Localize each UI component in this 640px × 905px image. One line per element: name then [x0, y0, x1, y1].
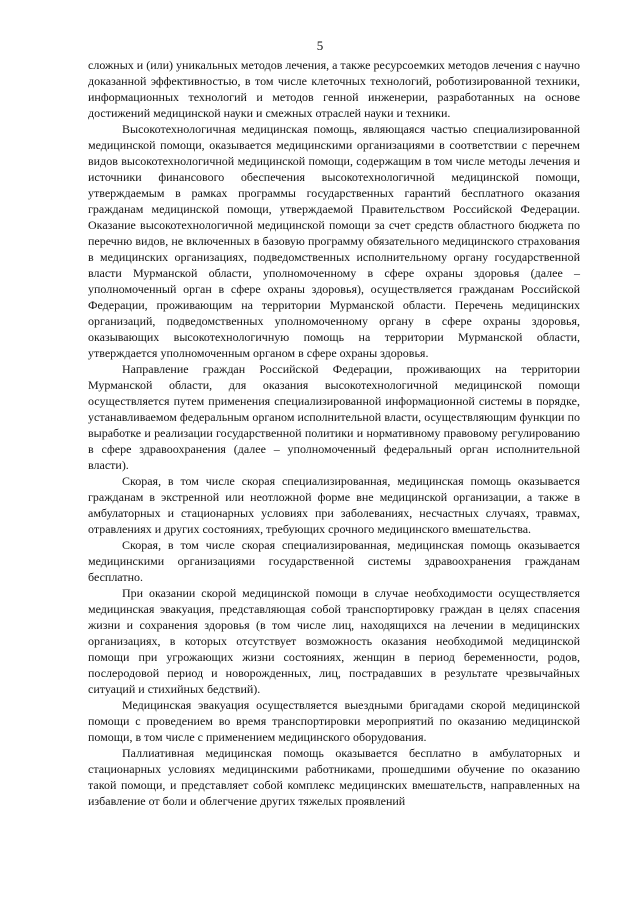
page-number: 5: [316, 38, 324, 53]
paragraph-continuation: сложных и (или) уникальных методов лечения, а также ресурсоемких методов лечения с научно доказанной эффективностью, в том числе клеточных технологий, роботизированной техники, информационных технологий и методов генной инженерии, разработанных на основе достижений медицинской науки и смежных отраслей науки и техники.: [88, 58, 580, 120]
paragraph-emergency-care: Скорая, в том числе скорая специализированная, медицинская помощь оказывается гражданам в экстренной или неотложной форме вне медицинской организации, а также в амбулаторных и стационарных условиях при заболеваниях, несчастных случаях, травмах, отравлениях и других состояниях, требующих срочного медицинского вмешательства.: [88, 474, 580, 536]
paragraph-high-tech-care: Высокотехнологичная медицинская помощь, являющаяся частью специализированной медицинской помощи, оказывается медицинскими организациями в соответствии с перечнем видов высокотехнологичной медицинской помощи, содержащим в том числе методы лечения и источники финансового обеспечения высокотехнологичной медицинской помощи, утверждаемым в рамках программы государственных гарантий бесплатного оказания гражданам медицинской помощи, утверждаемой Правительством Российской Федерации. Оказание высокотехнологичной медицинской помощи за счет средств областного бюджета по перечню видов, не включенных в базовую программу обязательного медицинского страхования в медицинских организациях, подведомственных исполнительному органу государственной власти Мурманской области, уполномоченному в сфере охраны здоровья (далее – уполномоченный орган в сфере охраны здоровья), осуществляется гражданам Российской Федерации, проживающим на территории Мурманской области. Перечень медицинских организаций, подведомственных уполномоченному органу в сфере охраны здоровья, оказывающих высокотехнологичную помощь на территории Мурманской области, утверждается уполномоченным органом в сфере охраны здоровья.: [88, 122, 580, 360]
paragraph-referral: Направление граждан Российской Федерации, проживающих на территории Мурманской области, для оказания высокотехнологичной медицинской помощи осуществляется путем применения специализированной информационной системы в порядке, устанавливаемом федеральным органом исполнительной власти, осуществляющим функции по выработке и реализации государственной политики и нормативному правовому регулированию в сфере здравоохранения (далее – уполномоченный федеральный орган исполнительной власти).: [88, 362, 580, 472]
paragraph-palliative-care: Паллиативная медицинская помощь оказывается бесплатно в амбулаторных и стационарных условиях медицинскими работниками, прошедшими обучение по оказанию такой помощи, и представляет собой комплекс медицинских вмешательств, направленных на избавление от боли и облегчение других тяжелых проявлений: [88, 746, 580, 808]
paragraph-evacuation-teams: Медицинская эвакуация осуществляется выездными бригадами скорой медицинской помощи с проведением во время транспортировки мероприятий по оказанию медицинской помощи, в том числе с применением медицинского оборудования.: [88, 698, 580, 744]
paragraph-emergency-free: Скорая, в том числе скорая специализированная, медицинская помощь оказывается медицинскими организациями государственной системы здравоохранения гражданам бесплатно.: [88, 538, 580, 584]
paragraph-evacuation: При оказании скорой медицинской помощи в случае необходимости осуществляется медицинская эвакуация, представляющая собой транспортировку граждан в целях спасения жизни и сохранения здоровья (в том числе лиц, находящихся на лечении в медицинских организациях, в которых отсутствует возможность оказания необходимой медицинской помощи при угрожающих жизни состояниях, женщин в период беременности, родов, послеродовой период и новорожденных, лиц, пострадавших в результате чрезвычайных ситуаций и стихийных бедствий).: [88, 586, 580, 696]
document-body: [88, 57, 580, 809]
